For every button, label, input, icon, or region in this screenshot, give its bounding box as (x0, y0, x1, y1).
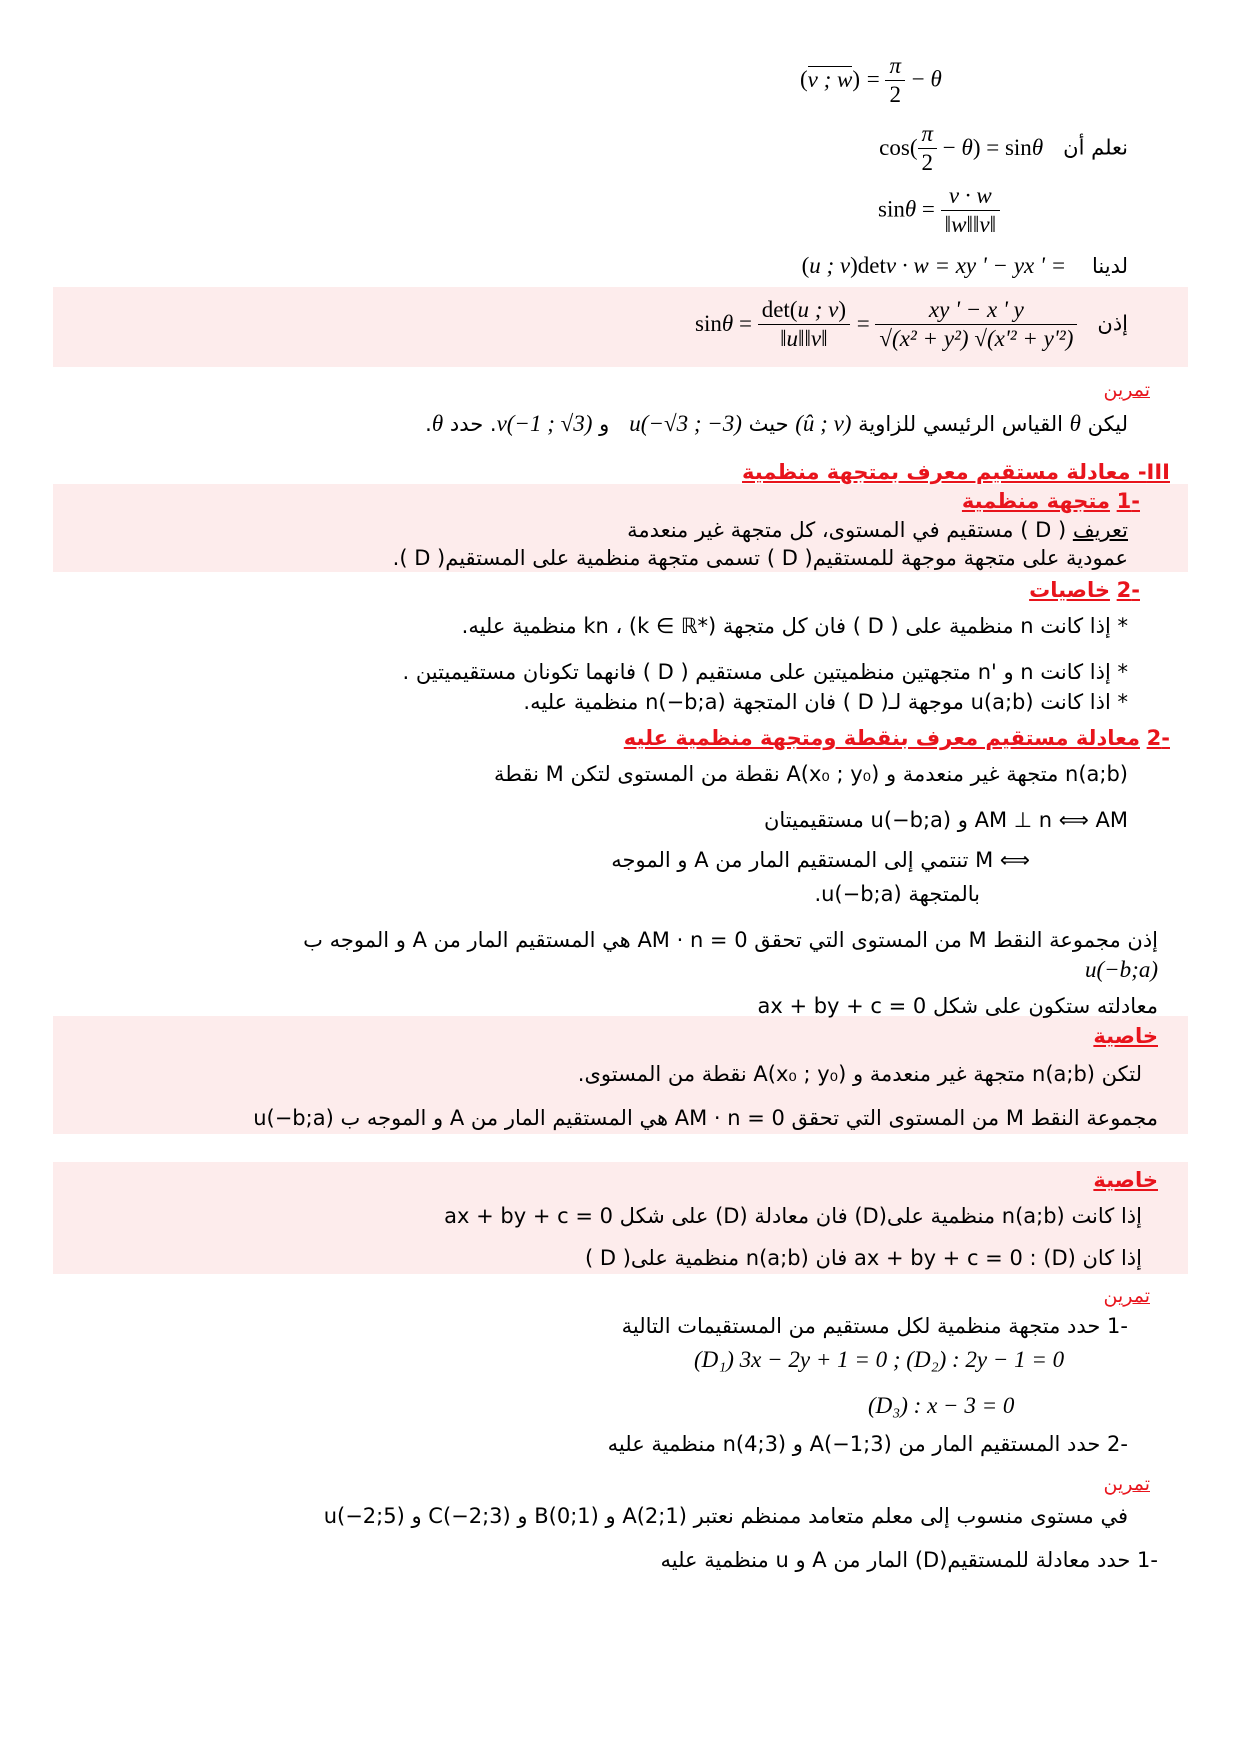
exercise-1-label: تمرين (1103, 379, 1150, 401)
sin-det-line: إذن sinθ = $\frac{\det(u ; v)}{‖u‖‖v‖}$ = $\frac{xy ' - x ' y}{\text{√(x² + y²) √(x'² + y'²)}}$ (695, 297, 1128, 351)
exercise-2-question-2: -2 حدد المستقيم المار من A(−1;3) و n(4;3) منظمية عليه (607, 1432, 1128, 1456)
exercise-2-label: تمرين (1103, 1285, 1150, 1307)
angle-vw-formula: (v ; w) = $\frac{\pi}{2}$ − θ (800, 53, 942, 107)
definition-line-1: تعريف ( D ) مستقيم في المستوى، كل متجهة غير منعدمة (627, 518, 1128, 542)
definition-label: تعريف (1072, 518, 1128, 542)
section-2b-line-4: بالمتجهة u(−b;a). (814, 882, 980, 906)
section-3-title: III- معادلة مستقيم معرف بمتجهة منظمية (742, 460, 1170, 484)
section-2b-line-1: n(a;b) متجهة غير منعدمة و A(x₀ ; y₀) نقطة من المستوى لتكن M نقطة (494, 762, 1128, 786)
section-2b-line-5: إذن مجموعة النقط M من المستوى التي تحقق AM · n = 0 هي المستقيم المار من A و الموجه ب (303, 928, 1158, 952)
section-2b-heading: -2 معادلة مستقيم معرف بنقطة ومتجهة منظمية عليه (623, 726, 1170, 750)
property-2: * إذا كانت n و 'n متجهتين منظميتين على مستقيم ( D ) فانهما تكونان مستقيميتين . (402, 660, 1128, 684)
property-a-line-2: مجموعة النقط M من المستوى التي تحقق AM · n = 0 هي المستقيم المار من A و الموجه ب u(−b;a) (253, 1106, 1158, 1130)
property-a-line-1: لتكن n(a;b) متجهة غير منعدمة و A(x₀ ; y₀) نقطة من المستوى. (577, 1062, 1142, 1086)
exercise-2-question-1: -1 حدد متجهة منظمية لكل مستقيم من المستقيمات التالية (621, 1314, 1128, 1338)
dot-det-line: لدينا v · w = xy ' − yx ' = det(u ; v) (801, 253, 1128, 278)
property-3: * اذا كانت u(a;b) موجهة لـ( D ) فان المتجهة n(−b;a) منظمية عليه. (523, 690, 1128, 714)
section-2b-line-3: ⟺ M تنتمي إلى المستقيم المار من A و الموجه (611, 848, 1030, 872)
exercise-3-statement: في مستوى منسوب إلى معلم متعامد ممنظم نعتبر A(2;1) و B(0;1) و C(−2;3) و u(−2;5) (323, 1504, 1128, 1528)
sin-fraction-formula: sinθ = $\frac{v \cdot w}{‖w‖‖v‖}$ (878, 182, 1000, 239)
exercise-2-line-d3: (D₃) : x − 3 = 0 (868, 1393, 1015, 1418)
section-2b-line-7: معادلته ستكون على شكل ax + by + c = 0 (757, 994, 1158, 1018)
subsection-1-title: متجهة منظمية (961, 489, 1110, 513)
exercise-3-label: تمرين (1103, 1473, 1150, 1495)
section-2b-line-6: u(−b;a) (1085, 957, 1158, 982)
properties-title: خاصيات (1029, 578, 1110, 602)
know-label: نعلم أن (1063, 135, 1128, 160)
section-2b-title: معادلة مستقيم معرف بنقطة ومتجهة منظمية عليه (623, 726, 1140, 750)
property-1: * إذا كانت n منظمية على ( D ) فان كل متجهة kn ، (k ∈ ℝ*) منظمية عليه. (461, 614, 1128, 638)
property-b-label: خاصية (1093, 1168, 1158, 1192)
subsection-1-heading: -1 متجهة منظمية (961, 489, 1140, 513)
section-2b-line-2: AM ⊥ n ⟺ AM و u(−b;a) مستقيميتان (763, 808, 1128, 832)
exercise-2-lines-d1-d2: (D₁) 3x − 2y + 1 = 0 ; (D₂) : 2y − 1 = 0 (694, 1347, 1065, 1372)
properties-heading: -2 خاصيات (1029, 578, 1140, 602)
then-label: إذن (1097, 311, 1128, 336)
exercise-1-statement: ليكن θ القياس الرئيسي للزاوية (û ; v) حيث u(−√3 ; −3) و v(−1 ; √3). حدد θ. (425, 411, 1128, 436)
property-b-line-1: إذا كانت n(a;b) منظمية على(D) فان معادلة (D) على شكل ax + by + c = 0 (444, 1204, 1142, 1228)
property-a-label: خاصية (1093, 1024, 1158, 1048)
property-b-line-2: إذا كان (D) : ax + by + c = 0 فان n(a;b) منظمية على( D ) (584, 1246, 1142, 1270)
exercise-3-question-1: -1 حدد معادلة للمستقيم(D) المار من A و u منظمية عليه (660, 1548, 1158, 1572)
definition-line-2: عمودية على متجهة موجهة للمستقيم( D ) تسمى متجهة منظمية على المستقيم( D ). (392, 546, 1128, 570)
cos-identity-line: نعلم أن cos( $\frac{\pi}{2}$ − θ) = sinθ (879, 121, 1128, 175)
have-label: لدينا (1091, 254, 1128, 278)
